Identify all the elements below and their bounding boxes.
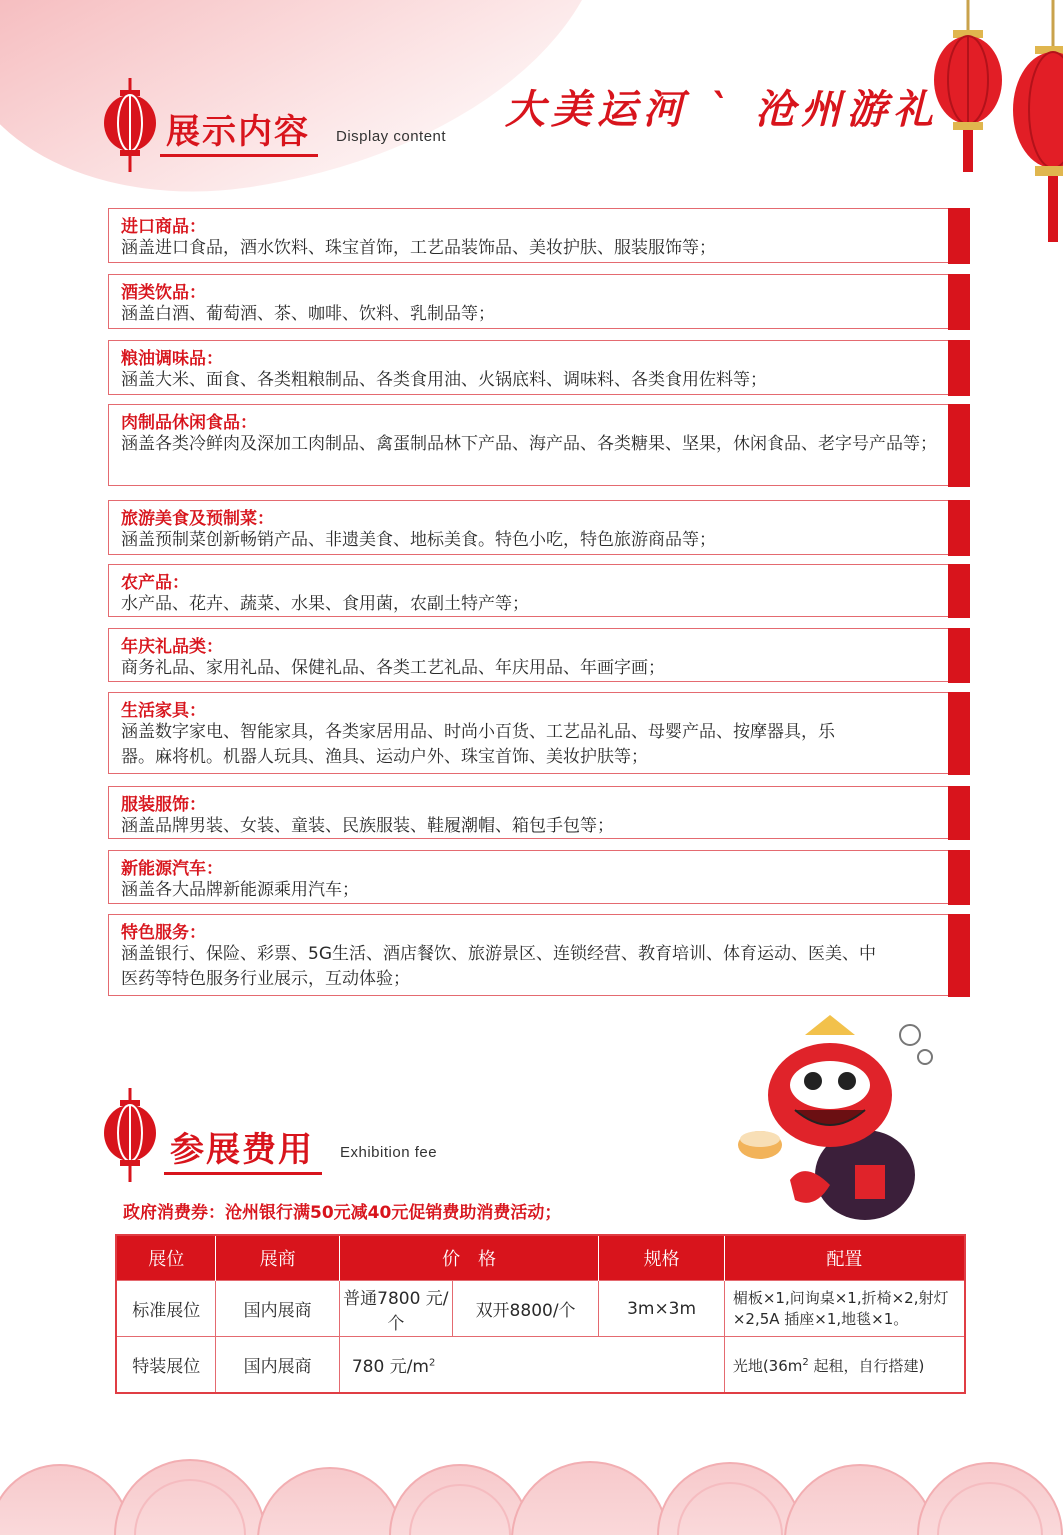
slogan: 大美运河 ` 沧州游礼 [505, 86, 939, 133]
item-desc: 涵盖大米、面食、各类粗粮制品、各类食用油、火锅底料、调味料、各类食用佐料等； [121, 370, 767, 390]
list-item [108, 404, 970, 486]
table-header-row [116, 1235, 965, 1281]
col-header: 规格 [599, 1235, 725, 1281]
cell-config: 楣板×1,问询桌×1,折椅×2,射灯×2,5A 插座×1,地毯×1。 [724, 1281, 965, 1337]
config-sup: 2 [802, 1357, 809, 1368]
list-item [108, 340, 970, 395]
list-item [108, 628, 970, 682]
list-item [108, 564, 970, 617]
list-item [108, 914, 970, 996]
item-desc: 涵盖进口食品，酒水饮料、珠宝首饰，工艺品装饰品、美妆护肤、服装服饰等； [121, 238, 716, 258]
col-header: 展商 [216, 1235, 339, 1281]
col-header: 配置 [724, 1235, 965, 1281]
list-item [108, 274, 970, 329]
item-category: 特色服务： [121, 923, 206, 943]
table-row [116, 1337, 965, 1394]
price-sup: 2 [428, 1357, 436, 1369]
list-item [108, 692, 970, 774]
lion-dance-mascot [735, 1015, 945, 1220]
list-item [108, 208, 970, 263]
lantern-icon [100, 1088, 160, 1183]
bottom-wave-decor [0, 1425, 1063, 1535]
item-category: 生活家具： [121, 701, 206, 721]
fee-table [115, 1234, 966, 1394]
cell-booth: 特装展位 [116, 1337, 216, 1394]
section-header-display [100, 78, 500, 173]
table-row [116, 1281, 965, 1337]
cell-booth: 标准展位 [116, 1281, 216, 1337]
lantern-icon [100, 78, 160, 173]
item-category: 进口商品： [121, 217, 206, 237]
fee-note: 政府消费券：沧州银行满50元减40元促销费助消费活动； [123, 1203, 562, 1223]
item-desc: 涵盖品牌男装、女装、童装、民族服装、鞋履潮帽、箱包手包等； [121, 816, 614, 836]
item-category: 农产品： [121, 573, 189, 593]
price-value: 780 元/m [351, 1357, 429, 1377]
item-desc: 涵盖各大品牌新能源乘用汽车； [121, 880, 359, 900]
section-header-fee [100, 1088, 500, 1183]
section-title: 参展费用 [170, 1122, 314, 1171]
cell-exhibitor: 国内展商 [216, 1281, 339, 1337]
cell-exhibitor: 国内展商 [216, 1337, 339, 1394]
section-title: 展示内容 [166, 104, 310, 153]
list-item [108, 786, 970, 839]
item-category: 粮油调味品： [121, 349, 223, 369]
item-category: 新能源汽车： [121, 859, 223, 879]
item-desc: 涵盖各类冷鲜肉及深加工肉制品、禽蛋制品林下产品、海产品、各类糖果、坚果，休闲食品、老字号产品等； [121, 434, 937, 454]
config-text: 光地(36m [732, 1357, 803, 1375]
item-desc: 涵盖数字家电、智能家具，各类家居用品、时尚小百货、工艺品礼品、母婴产品、按摩器具，乐器。麻将机。机器人玩具、渔具、运动户外、珠宝首饰、美妆护肤等； [121, 722, 835, 767]
section-subtitle: Display content [336, 128, 447, 145]
item-category: 酒类饮品： [121, 283, 206, 303]
cell-spec: 3m×3m [599, 1281, 725, 1337]
item-desc: 涵盖白酒、葡萄酒、茶、咖啡、饮料、乳制品等； [121, 304, 495, 324]
item-category: 服装服饰： [121, 795, 206, 815]
cell-config [724, 1337, 965, 1394]
item-desc: 涵盖预制菜创新畅销产品、非遗美食、地标美食。特色小吃，特色旅游商品等； [121, 530, 716, 550]
item-desc: 商务礼品、家用礼品、保健礼品、各类工艺礼品、年庆用品、年画字画； [121, 658, 665, 678]
item-category: 肉制品休闲食品： [121, 413, 257, 433]
col-header: 展位 [116, 1235, 216, 1281]
item-category: 年庆礼品类： [121, 637, 223, 657]
item-desc: 水产品、花卉、蔬菜、水果、食用菌，农副土特产等； [121, 594, 529, 614]
cell-price [339, 1337, 724, 1394]
config-tail: 起租，自行搭建) [808, 1357, 925, 1375]
col-header: 价 格 [339, 1235, 598, 1281]
item-category: 旅游美食及预制菜： [121, 509, 274, 529]
cell-price-double: 双开8800/个 [452, 1281, 598, 1337]
section-subtitle: Exhibition fee [340, 1144, 438, 1161]
list-item [108, 850, 970, 904]
cell-price-regular: 普通7800 元/个 [339, 1281, 452, 1337]
item-desc: 涵盖银行、保险、彩票、5G生活、酒店餐饮、旅游景区、连锁经营、教育培训、体育运动、医美、中医药等特色服务行业展示，互动体验； [121, 944, 876, 989]
list-item [108, 500, 970, 555]
